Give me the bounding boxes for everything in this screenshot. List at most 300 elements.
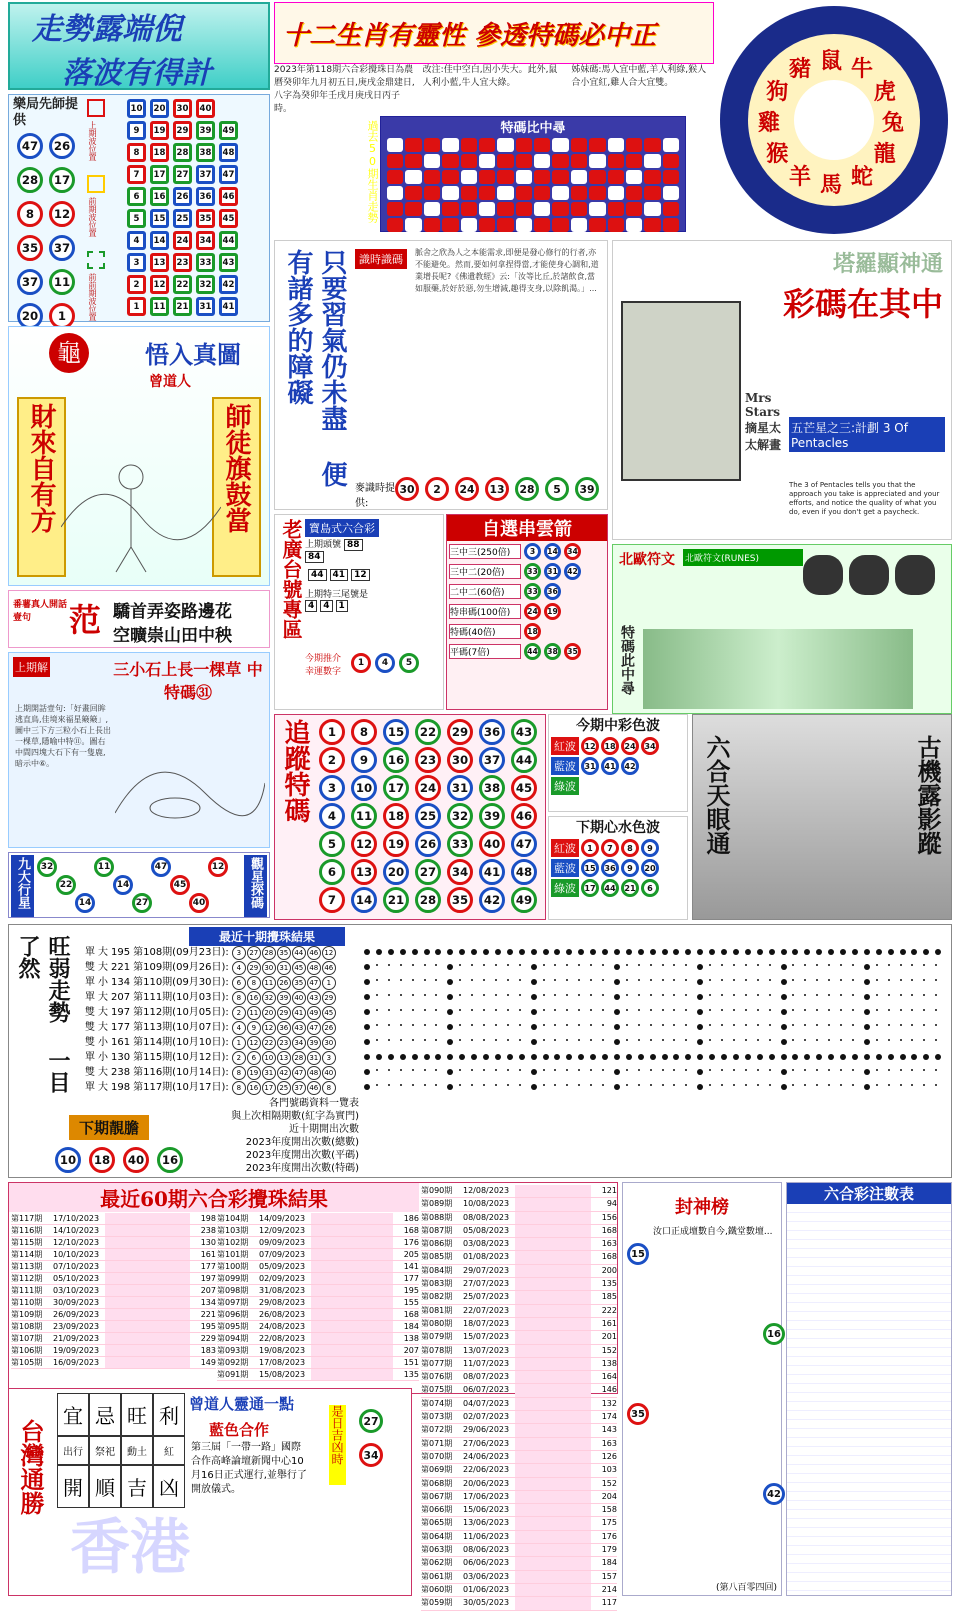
result-row	[217, 1309, 419, 1321]
result-cell: 143	[601, 1425, 617, 1435]
zodiac-dot	[387, 154, 403, 168]
result-cell: 94	[606, 1199, 617, 1209]
trend-dot	[543, 1084, 545, 1086]
tortoise-side-right: 師徒旗鼓當	[212, 397, 261, 577]
trend-dot	[828, 994, 830, 996]
trend-cell: 34	[292, 1036, 306, 1050]
result-cell	[105, 1213, 190, 1224]
result-cell: 146	[601, 1385, 617, 1395]
result-cell: 第071期	[421, 1438, 453, 1448]
result-cell: 第116期	[11, 1226, 43, 1235]
colour-ball: 9	[621, 859, 639, 877]
planet-ball: 32	[37, 857, 57, 877]
trend-dot	[733, 949, 739, 955]
zodiac-dot	[516, 170, 532, 184]
select-ball: 18	[524, 623, 541, 640]
trend-dot	[685, 1069, 687, 1071]
zodiac-dot	[552, 170, 568, 184]
trend-cell: 195	[111, 947, 131, 958]
trend-cell: 48	[307, 1066, 321, 1080]
trend-cell: 27	[247, 946, 261, 960]
trend-dot	[626, 1069, 628, 1071]
result-cell: 168	[601, 1225, 617, 1235]
trend-cell: 25	[277, 1081, 291, 1095]
trend-dot	[471, 949, 477, 955]
trend-dot	[566, 949, 572, 955]
trend-dot	[781, 964, 787, 970]
result-cell	[515, 1478, 591, 1490]
result-cell: 14/10/2023	[53, 1226, 100, 1235]
result-cell: 01/08/2023	[463, 1252, 510, 1262]
rune-panel	[612, 544, 952, 714]
select-rows	[447, 541, 607, 665]
grid-ball: 5	[127, 209, 146, 228]
trend-dot	[697, 964, 703, 970]
trend-dot	[495, 964, 497, 966]
trend-dot	[935, 979, 937, 981]
trend-dot	[721, 1084, 723, 1086]
result-row	[217, 1345, 419, 1357]
result-cell: 29/07/2023	[463, 1265, 510, 1275]
trend-dot	[590, 1009, 592, 1011]
trend-dot	[364, 1024, 370, 1030]
trend-dot	[828, 1009, 830, 1011]
zodiac-dot	[571, 186, 587, 200]
result-cell: 02/07/2023	[463, 1412, 510, 1422]
trend-dot	[709, 1054, 715, 1060]
trend-dot	[804, 1024, 806, 1026]
almanac-side: 是日吉凶時	[329, 1405, 346, 1485]
trend-dot	[650, 1084, 652, 1086]
trend-dot	[578, 949, 584, 955]
trend-dot	[531, 949, 537, 955]
result-cell	[515, 1424, 591, 1436]
tarot-title-2: 彩碼在其中	[782, 285, 943, 323]
trend-cell: 1	[232, 1036, 246, 1050]
trend-dot	[626, 964, 628, 966]
result-row	[11, 1249, 216, 1261]
trend-cell: 39	[277, 991, 291, 1005]
grid-ball: 19	[150, 121, 169, 140]
trend-vert: 旺弱走勢 一目了然	[15, 935, 71, 1093]
result-row	[421, 1531, 617, 1544]
trend-dot	[376, 1024, 378, 1026]
trend-cell: 12	[262, 1021, 276, 1035]
trend-dot	[935, 1009, 937, 1011]
trend-dot	[554, 1054, 560, 1060]
result-cell: 158	[601, 1505, 617, 1515]
result-row	[421, 1238, 617, 1251]
trend-dot	[733, 1084, 735, 1086]
trend-cell: 雙	[85, 1022, 95, 1033]
result-cell: 152	[601, 1478, 617, 1488]
zodiac-dot	[442, 202, 458, 216]
result-row	[217, 1261, 419, 1273]
trend-dot	[923, 964, 925, 966]
zodiac-dot	[534, 138, 550, 152]
trend-dot	[578, 1024, 580, 1026]
trend-dot	[733, 979, 735, 981]
top-left-title	[8, 2, 270, 90]
trend-dot	[662, 979, 664, 981]
grid-ball: 26	[173, 187, 192, 206]
trend-cell: 單	[85, 977, 95, 988]
tracking-ball: 10	[351, 775, 377, 801]
zodiac-dot	[387, 202, 403, 216]
tracking-ball: 35	[447, 887, 473, 913]
result-cell	[515, 1358, 591, 1370]
zodiac-dot	[534, 186, 550, 200]
trend-dot	[400, 1069, 402, 1071]
tarot-card-name: 五芒星之三:計劃 3 Of Pentacles	[789, 417, 945, 452]
colour-label: 綠波	[551, 777, 579, 795]
trend-dot	[388, 949, 394, 955]
trend-cell: 45	[322, 1006, 336, 1020]
select-ball: 36	[544, 583, 561, 600]
result-cell: 第061期	[421, 1571, 453, 1581]
result-cell: 201	[601, 1332, 617, 1342]
trend-dot	[840, 1084, 842, 1086]
result-cell	[311, 1357, 393, 1368]
result-cell: 126	[601, 1451, 617, 1461]
trend-dot	[781, 949, 787, 955]
result-row	[421, 1291, 617, 1304]
trend-dot	[447, 1084, 453, 1090]
zodiac-text	[274, 64, 714, 116]
trend-dot	[911, 994, 913, 996]
colour-ball: 18	[601, 737, 619, 755]
trend-dot	[721, 1024, 723, 1026]
fengshen-footer: (第八百零四回)	[715, 1583, 777, 1593]
trend-dot	[543, 1039, 545, 1041]
trend-dot	[911, 979, 913, 981]
trend-cell: 46	[322, 961, 336, 975]
mahjong-row	[17, 269, 87, 295]
trend-dot	[828, 964, 830, 966]
result-cell	[311, 1321, 393, 1332]
zodiac-dot	[461, 186, 477, 200]
trend-dot	[840, 1024, 842, 1026]
trend-cell: 35	[292, 976, 306, 990]
zodiac-text-3: 姊妹碼:馬人宜中藍,羊人利綠,猴人合小宜紅,雞人合大宜雙。	[571, 65, 707, 88]
legend-1: 上期波位置	[88, 121, 97, 161]
result-cell: 第102期	[217, 1238, 249, 1247]
result-cell: 04/07/2023	[463, 1398, 510, 1408]
trend-dot	[471, 994, 473, 996]
trend-header: 最近十期攪珠結果	[189, 927, 345, 946]
baodao-cell: 4	[305, 600, 317, 612]
zodiac-dot	[405, 218, 421, 232]
result-cell: 06/07/2023	[463, 1385, 510, 1395]
select-ball: 19	[544, 603, 561, 620]
almanac-text: 第三屆「一帶一路」國際合作高峰論壇新聞中心10月16日正式運行,並舉行了開放儀式。	[191, 1442, 307, 1495]
trend-dot	[566, 1009, 568, 1011]
trend-dot	[578, 1009, 580, 1011]
trend-cell: 大	[98, 962, 108, 973]
result-cell: 第083期	[421, 1279, 453, 1289]
trend-dot	[507, 1009, 509, 1011]
trend-dot	[554, 964, 556, 966]
trend-dot	[376, 1084, 378, 1086]
trend-dot	[935, 964, 937, 966]
trend-dot	[400, 964, 402, 966]
result-cell: 168	[601, 1252, 617, 1262]
trend-cell: 48	[307, 961, 321, 975]
almanac-cell: 開	[57, 1465, 89, 1508]
result-cell	[515, 1225, 591, 1237]
trend-row	[85, 990, 337, 1005]
trend-cell: 雙	[85, 1037, 95, 1048]
trend-dot	[638, 1009, 640, 1011]
result-cell: 121	[601, 1186, 617, 1195]
trend-dot	[673, 1039, 675, 1041]
trend-dot	[662, 1054, 668, 1060]
grid-row	[127, 209, 267, 228]
zodiac-dot	[497, 186, 513, 200]
trend-dot	[459, 964, 461, 966]
wheel-animal: 豬	[789, 57, 812, 83]
trend-dot	[543, 1054, 549, 1060]
result-row	[11, 1321, 216, 1333]
result-cell: 200	[601, 1265, 617, 1275]
almanac-panel	[8, 1388, 412, 1596]
trend-dot	[447, 949, 453, 955]
baodao-cell: 12	[351, 569, 370, 581]
result-cell	[311, 1273, 393, 1284]
result-row	[421, 1504, 617, 1517]
result-row	[11, 1285, 216, 1297]
trend-cell: 8	[232, 1081, 246, 1095]
grid-row	[127, 165, 267, 184]
trend-dot	[519, 949, 525, 955]
wheel-animal: 馬	[820, 173, 843, 198]
trend-dot	[447, 1069, 453, 1075]
rune-label: 北歐符文(RUNES)	[683, 549, 803, 566]
trend-dot	[519, 1054, 525, 1060]
trend-dot	[471, 1084, 473, 1086]
trend-dot	[792, 979, 794, 981]
mahjong-ball: 17	[49, 167, 75, 193]
trend-dot	[923, 1084, 925, 1086]
habit-tag: 識時識碼	[355, 249, 407, 269]
trend-dot	[471, 964, 473, 966]
trend-cell: 30	[262, 961, 276, 975]
tracking-ball: 13	[351, 859, 377, 885]
trend-footer-line: 2023年度開出次數(總數)	[245, 1137, 359, 1148]
result-cell: 07/09/2023	[259, 1250, 306, 1259]
trend-dot	[495, 994, 497, 996]
trend-dot	[614, 994, 620, 1000]
trend-dot	[900, 949, 906, 955]
result-cell: 177	[403, 1274, 419, 1283]
trend-dot	[888, 994, 890, 996]
result-cell: 第105期	[11, 1358, 43, 1367]
tracking-ball: 9	[351, 747, 377, 773]
almanac-cell: 順	[89, 1465, 121, 1508]
tracking-ball: 32	[447, 803, 473, 829]
result-row	[421, 1464, 617, 1477]
result-cell	[515, 1331, 591, 1343]
trend-dot	[447, 964, 453, 970]
trend-dot	[412, 1054, 418, 1060]
trend-cell: 42	[277, 1066, 291, 1080]
zodiac-dot	[479, 154, 495, 168]
zodiac-dot	[387, 138, 403, 152]
baodao-choice-label: 今期推介 幸運數字	[305, 654, 342, 677]
result-cell: 第091期	[217, 1370, 249, 1379]
trend-dot	[733, 1039, 735, 1041]
mahjong-ball: 37	[17, 269, 43, 295]
trend-footer-line: 各門號碼資料一覽表	[269, 1098, 359, 1109]
result-row	[217, 1321, 419, 1333]
planets-title: 九大行星	[11, 855, 34, 917]
trend-dot	[459, 1054, 465, 1060]
result-cell: 163	[601, 1438, 617, 1448]
trend-cell: 12	[322, 946, 336, 960]
zodiac-dot-grid	[381, 136, 685, 234]
fengshen-ball: 15	[627, 1243, 649, 1265]
grid-ball: 1	[127, 297, 146, 316]
tracking-ball: 45	[511, 775, 537, 801]
grid-ball: 32	[196, 275, 215, 294]
result-row	[421, 1371, 617, 1384]
result-row	[421, 1345, 617, 1358]
result-cell: 197	[200, 1274, 216, 1283]
trend-cell: 4	[232, 961, 246, 975]
result-cell	[515, 1198, 591, 1210]
trend-dot	[804, 979, 806, 981]
trend-dot	[781, 1009, 787, 1015]
zodiac-dot	[571, 170, 587, 184]
trend-dot	[911, 949, 917, 955]
trend-dot	[804, 1069, 806, 1071]
result-cell: 第085期	[421, 1252, 453, 1262]
result-cell: 205	[403, 1250, 419, 1259]
trend-dot	[781, 1024, 787, 1030]
tracking-ball: 5	[319, 831, 345, 857]
result-cell: 17/08/2023	[259, 1358, 306, 1367]
trend-cell: 40	[292, 991, 306, 1005]
baodao-title: 寶島式六合彩	[305, 519, 379, 537]
zodiac-dot	[589, 186, 605, 200]
zodiac-dot	[534, 154, 550, 168]
trend-dot	[852, 1039, 854, 1041]
result-row	[421, 1398, 617, 1411]
tracking-ball: 40	[479, 831, 505, 857]
result-cell	[515, 1584, 591, 1596]
trend-dot	[697, 949, 703, 955]
result-cell: 第064期	[421, 1531, 453, 1541]
colour-ball: 9	[641, 839, 659, 857]
almanac-vert: 台灣通勝	[16, 1419, 45, 1515]
result-cell: 29/08/2023	[259, 1298, 306, 1307]
trend-dot	[685, 1009, 687, 1011]
trend-dot	[864, 949, 870, 955]
result-cell: 第101期	[217, 1250, 249, 1259]
select-row	[449, 563, 605, 580]
result-cell: 第110期	[11, 1298, 43, 1307]
result-cell: 第070期	[421, 1451, 453, 1461]
next-ball: 16	[157, 1147, 183, 1173]
trend-dot	[554, 1009, 556, 1011]
colour-ball: 42	[621, 757, 639, 775]
trend-dot	[424, 979, 426, 981]
trend-dot	[519, 1009, 521, 1011]
grid-ball: 11	[150, 297, 169, 316]
tracking-ball: 7	[319, 887, 345, 913]
trend-dot	[459, 1069, 461, 1071]
trend-cell: 47	[307, 1021, 321, 1035]
trend-cell: 8	[247, 976, 261, 990]
trend-dot	[852, 994, 854, 996]
trend-cell: 16	[247, 1081, 261, 1095]
zodiac-dot	[644, 186, 660, 200]
trend-dot	[388, 964, 390, 966]
mahjong-row	[17, 167, 87, 193]
trend-dot	[459, 1039, 461, 1041]
tarot-en: The 3 of Pentacles tells you that the approach you take is appreciated and your efforts, and notice the quality of what you do, even if you don't get a paycheck.	[789, 481, 940, 516]
tracking-ball: 20	[383, 859, 409, 885]
tracking-ball: 30	[447, 747, 473, 773]
trend-dot	[364, 1084, 370, 1090]
tracking-ball: 15	[383, 719, 409, 745]
trend-dot	[662, 994, 664, 996]
trend-dot	[721, 994, 723, 996]
trend-dot	[364, 1039, 370, 1045]
mahjong-ball: 12	[49, 201, 75, 227]
colour-next-rows	[549, 839, 687, 897]
habit-ball: 2	[425, 477, 449, 501]
trend-dot	[816, 1039, 818, 1041]
grid-ball: 47	[219, 165, 238, 184]
trend-dot	[471, 1024, 473, 1026]
tracking-ball: 34	[447, 859, 473, 885]
zodiac-dot	[644, 138, 660, 152]
trend-dot	[459, 979, 461, 981]
result-cell: 第096期	[217, 1310, 249, 1319]
result-cell	[515, 1491, 591, 1503]
result-cell: 30/09/2023	[53, 1298, 100, 1307]
trend-dot	[495, 1024, 497, 1026]
result-row	[11, 1261, 216, 1273]
zodiac-text-1: 2023年第118期六合彩攪珠日為農曆癸卯年九月初五日,庚戌金鼎建日,八字為癸卯年壬戌月庚戌日丙子時。	[274, 65, 415, 114]
zodiac-dot	[608, 170, 624, 184]
trend-dot	[566, 979, 568, 981]
trend-next-label: 下期靚膽	[69, 1115, 149, 1140]
result-cell: 第097期	[217, 1298, 249, 1307]
result-cell: 第094期	[217, 1334, 249, 1343]
result-cell: 198	[200, 1214, 216, 1223]
result-cell	[515, 1571, 591, 1583]
trend-dot	[911, 1069, 913, 1071]
baodao-line	[305, 587, 375, 612]
trend-cell: 11	[262, 976, 276, 990]
trend-dot	[888, 979, 890, 981]
trend-dot	[495, 1084, 497, 1086]
result-cell: 第062期	[421, 1558, 453, 1568]
result-cell: 11/07/2023	[463, 1358, 510, 1368]
result-cell: 第117期	[11, 1214, 43, 1223]
trend-dot	[638, 1024, 640, 1026]
trend-dot	[769, 1039, 771, 1041]
select-row-label: 三中三(250倍)	[449, 544, 521, 559]
trend-dot	[400, 1039, 402, 1041]
result-cell: 30/05/2023	[463, 1598, 510, 1608]
trend-dot	[388, 1024, 390, 1026]
tortoise-title: 曾道人	[149, 374, 191, 390]
trend-dot	[876, 1084, 878, 1086]
trend-dot	[852, 1009, 854, 1011]
